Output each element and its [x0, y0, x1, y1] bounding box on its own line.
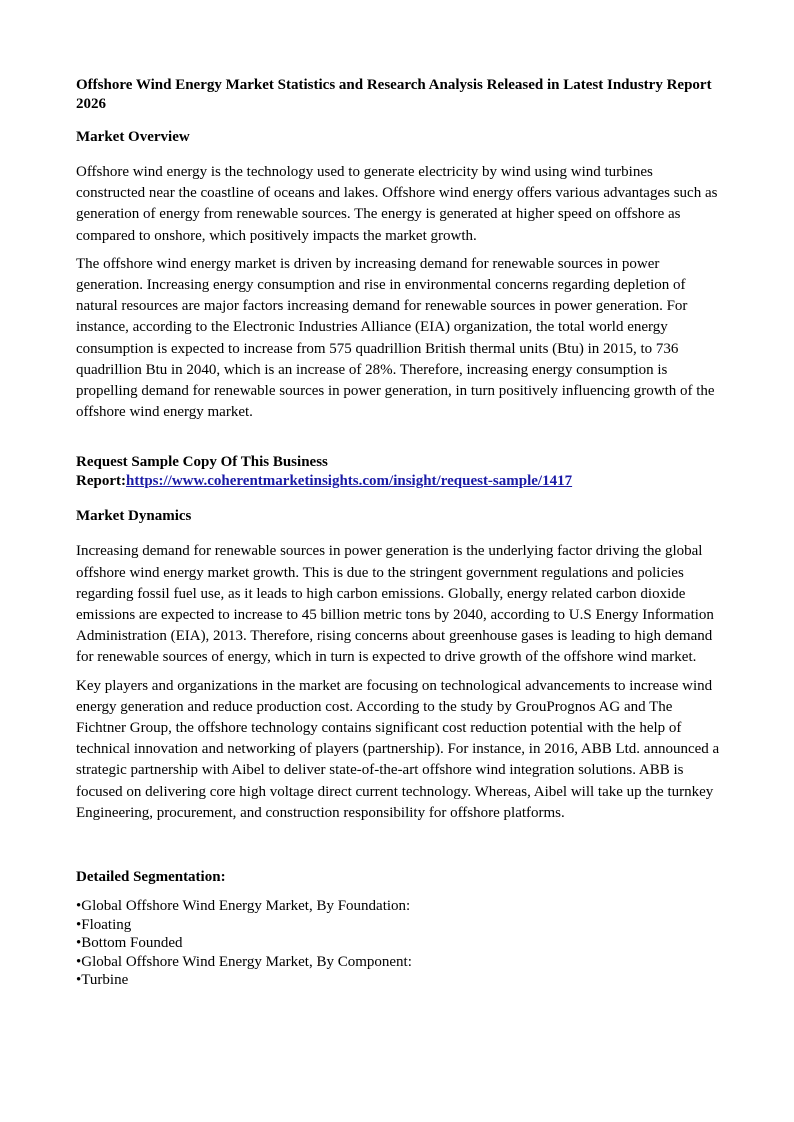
market-overview-heading: Market Overview	[76, 129, 190, 145]
request-sample-label: Request Sample Copy Of This Business	[76, 454, 328, 471]
segmentation-list	[76, 897, 720, 990]
list-item: • Bottom Founded	[76, 934, 720, 953]
market-overview-paragraph-2: The offshore wind energy market is driven by increasing demand for renewable sources in power generation. Increasing energy consumption and rise in environmental concerns regarding depletion of natural resources are major factors increasing demand for renewable sources in power generation. For instance, according to the Electronic Industries Alliance (EIA) organization, the total world energy consumption is expected to increase from 575 quadrillion British thermal units (Btu) in 2015, to 736 quadrillion Btu in 2040, which is an increase of 28%. Therefore, increasing energy consumption is propelling demand for renewable sources in power generation, in turn positively influencing growth of the offshore wind energy market.	[76, 255, 715, 421]
request-sample-block	[76, 453, 720, 491]
document-page	[76, 76, 720, 990]
market-overview-paragraph-1: Offshore wind energy is the technology used to generate electricity by wind using wind turbines constructed near the coastline of oceans and lakes. Offshore wind energy offers various advantages such as generation of energy from renewable sources. The energy is generated at higher speed on offshore as compared to onshore, which positively impacts the market growth.	[76, 164, 718, 244]
document-title: Offshore Wind Energy Market Statistics and Research Analysis Released in Latest Industry Report 2026	[76, 77, 712, 112]
segmentation-heading: Detailed Segmentation:	[76, 869, 226, 886]
request-sample-link[interactable]: https://www.coherentmarketinsights.com/insight/request-sample/1417	[125, 473, 573, 490]
list-item: • Floating	[76, 916, 720, 935]
list-item: • Global Offshore Wind Energy Market, By Foundation:	[76, 897, 720, 916]
request-sample-report-label: Report:	[76, 473, 126, 490]
market-dynamics-paragraph-2: Key players and organizations in the market are focusing on technological advancements to increase wind energy generation and reduce production cost. According to the study by GrouPrognos AG and The Fichtner Group, the offshore technology contains significant cost reduction potential with the help of technical innovation and networking of players (partnership). For instance, in 2016, ABB Ltd. announced a strategic partnership with Aibel to deliver state-of-the-art offshore wind integration solutions. ABB is focused on delivering core high voltage direct current technology. Whereas, Aibel will take up the turnkey Engineering, procurement, and construction responsibility for offshore platforms.	[76, 677, 720, 821]
list-item: • Turbine	[76, 971, 720, 990]
market-dynamics-heading: Market Dynamics	[76, 508, 192, 525]
market-dynamics-paragraph-1: Increasing demand for renewable sources in power generation is the underlying factor driving the global offshore wind energy market growth. This is due to the stringent government regulations and policies regarding fossil fuel use, as it leads to high carbon emissions. Globally, energy related carbon dioxide emissions are expected to increase to 45 billion metric tons by 2040, according to U.S Energy Information Administration (EIA), 2013. Therefore, rising concerns about greenhouse gases is leading to high demand for renewable sources of energy, which in turn is expected to drive growth of the offshore wind market.	[76, 543, 714, 666]
list-item: • Global Offshore Wind Energy Market, By Component:	[76, 953, 720, 972]
